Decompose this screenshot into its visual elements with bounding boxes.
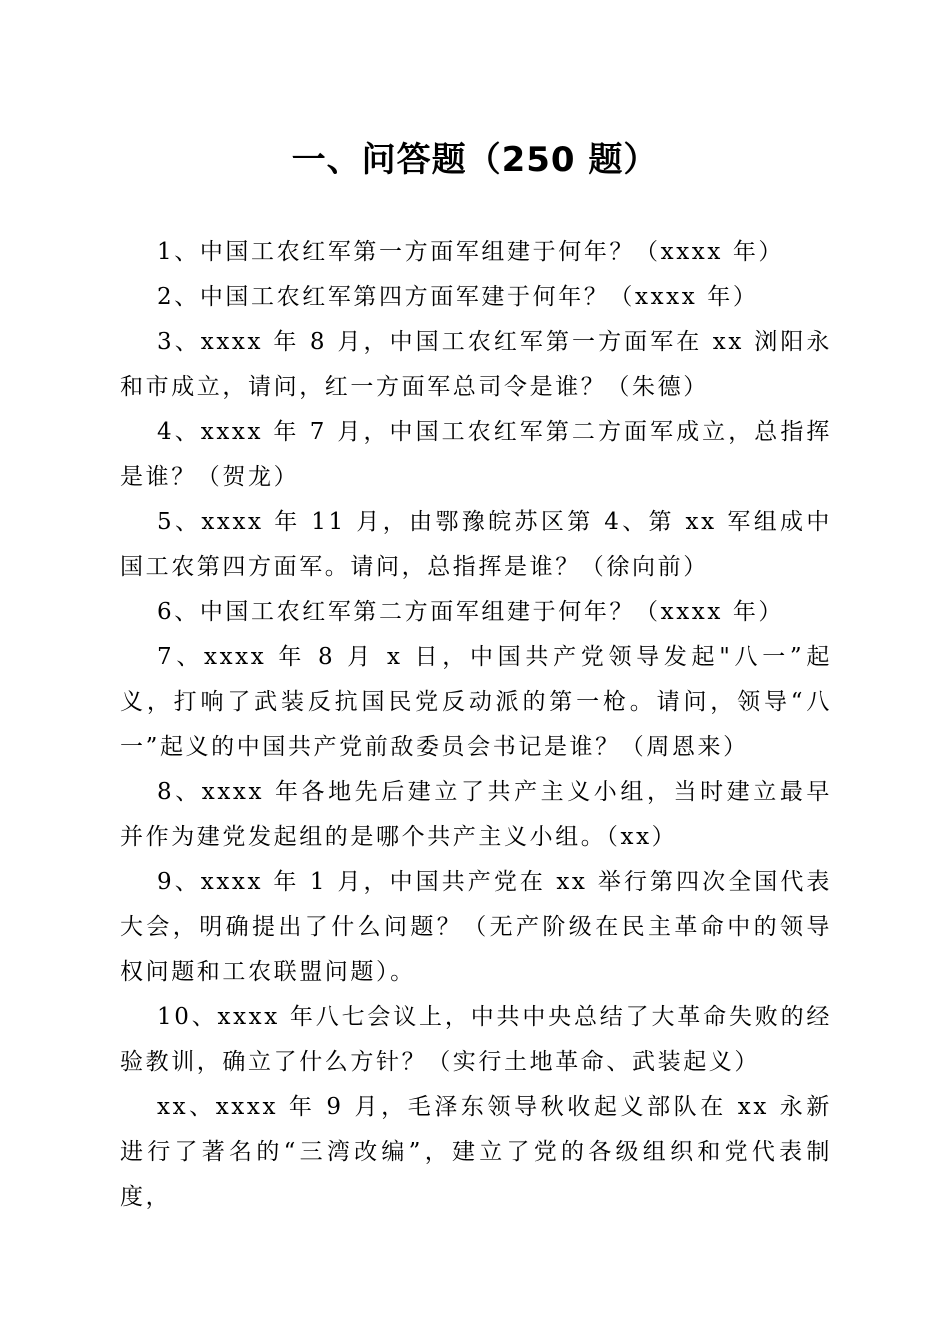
question-list (120, 230, 832, 1220)
question-4: 4、xxxx 年 7 月，中国工农红军第二方面军成立，总指挥是谁？（贺龙） (120, 419, 832, 490)
question-11: xx、xxxx 年 9 月，毛泽东领导秋收起义部队在 xx 永新进行了著名的“三湾改编”，建立了党的各级组织和党代表制度， (120, 1094, 832, 1210)
question-3: 3、xxxx 年 8 月，中国工农红军第一方面军在 xx 浏阳永和市成立，请问，红一方面军总司令是谁？（朱德） (120, 329, 832, 400)
question-9: 9、xxxx 年 1 月，中国共产党在 xx 举行第四次全国代表大会，明确提出了什么问题？（无产阶级在民主革命中的领导权问题和工农联盟问题）。 (120, 869, 832, 985)
question-10: 10、xxxx 年八七会议上，中共中央总结了大革命失败的经验教训，确立了什么方针？（实行土地革命、武装起义） (120, 1004, 832, 1075)
question-1: 1、中国工农红军第一方面军组建于何年？（xxxx 年） (157, 239, 785, 265)
question-8: 8、xxxx 年各地先后建立了共产主义小组，当时建立最早并作为建党发起组的是哪个共产主义小组。（xx） (120, 779, 832, 850)
question-6: 6、中国工农红军第二方面军组建于何年？（xxxx 年） (157, 599, 785, 625)
question-2: 2、中国工农红军第四方面军建于何年？（xxxx 年） (157, 284, 759, 310)
question-5: 5、xxxx 年 11 月，由鄂豫皖苏区第 4、第 xx 军组成中国工农第四方面军。请问，总指挥是谁？（徐向前） (120, 509, 832, 580)
question-7: 7、xxxx 年 8 月 x 日，中国共产党领导发起"八一”起义，打响了武装反抗国民党反动派的第一枪。请问，领导“八一”起义的中国共产党前敌委员会书记是谁？（周恩来） (120, 644, 832, 760)
page-title: 一、问答题（250 题） (291, 140, 659, 180)
